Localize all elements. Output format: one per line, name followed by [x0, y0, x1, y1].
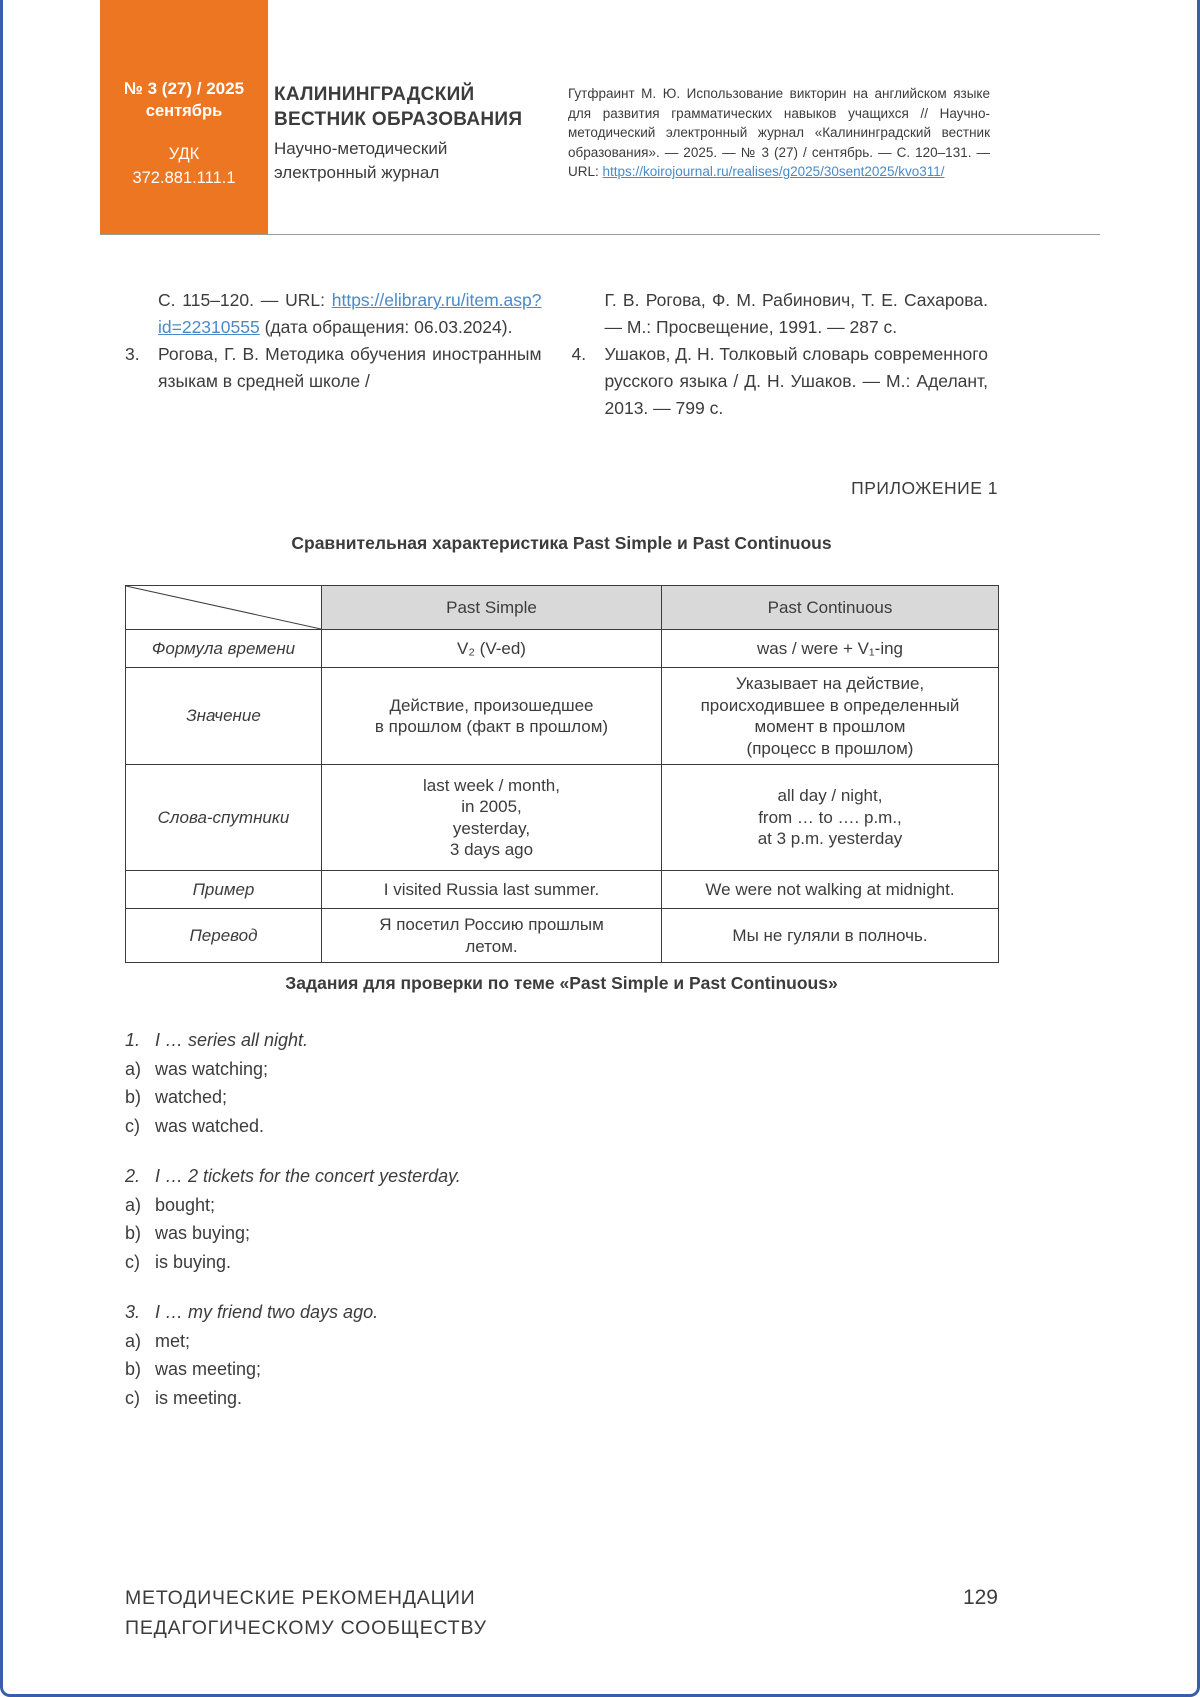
- answer-option: [125, 1248, 745, 1277]
- question-text-line: [125, 1162, 745, 1191]
- question-number: 2.: [125, 1166, 141, 1186]
- journal-title-line1: КАЛИНИНГРАДСКИЙ: [274, 84, 475, 105]
- table-cell: Указывает на действие, происходившее в определенный момент в прошлом (процесс в прошлом): [662, 668, 999, 765]
- bibliography-continuation: Г. В. Рогова, Ф. М. Рабинович, Т. Е. Сахарова. — М.: Просвещение, 1991. — 287 с.: [604, 290, 988, 337]
- journal-title-block: [274, 82, 522, 185]
- bibliography-continuation: [158, 287, 542, 341]
- bib-item-number: 4.: [571, 344, 587, 364]
- bib-text: (дата обращения: 06.03.2024).: [259, 317, 513, 337]
- option-letter: a): [125, 1194, 142, 1215]
- quiz-title: Задания для проверки по теме «Past Simple и Past Continuous»: [285, 973, 838, 993]
- question-text: I … my friend two days ago.: [155, 1302, 379, 1322]
- option-letter: c): [125, 1387, 140, 1408]
- page-number: 129: [962, 1586, 998, 1609]
- answer-option: [125, 1355, 745, 1384]
- question-number: 3.: [125, 1302, 141, 1322]
- table-cell: last week / month, in 2005, yesterday, 3 days ago: [322, 765, 662, 871]
- option-text: was buying;: [155, 1223, 251, 1243]
- appendix-heading: ПРИЛОЖЕНИЕ 1: [851, 478, 998, 498]
- option-text: was watching;: [155, 1058, 269, 1079]
- question-number: 1.: [125, 1030, 141, 1050]
- journal-title-line2: ВЕСТНИК ОБРАЗОВАНИЯ: [274, 109, 523, 130]
- option-letter: a): [125, 1058, 142, 1079]
- journal-subtitle-line1: Научно-методический: [274, 139, 448, 158]
- citation-url-link[interactable]: https://koirojournal.ru/realises/g2025/30sent2025/kvo311/: [602, 164, 945, 179]
- table-cell: We were not walking at midnight.: [662, 871, 999, 909]
- bib-item-text: Рогова, Г. В. Методика обучения иностранным языкам в средней школе /: [158, 344, 542, 391]
- option-text: was meeting;: [155, 1359, 262, 1379]
- option-letter: c): [125, 1115, 140, 1136]
- issue-month: сентябрь: [145, 102, 223, 120]
- udk-label: УДК: [168, 145, 200, 163]
- table-cell: Мы не гуляли в полночь.: [662, 909, 999, 963]
- table-row-formula: [126, 630, 999, 668]
- option-text: is buying.: [155, 1251, 232, 1272]
- row-label: Перевод: [126, 909, 322, 963]
- table-title: Сравнительная характеристика Past Simple и Past Continuous: [291, 533, 832, 553]
- issue-number: № 3 (27) / 2025: [123, 79, 245, 98]
- table-cell: Я посетил Россию прошлым летом.: [322, 909, 662, 963]
- comparison-table: [125, 585, 999, 963]
- udk-value: 372.881.111.1: [132, 169, 236, 187]
- row-label: Слова-спутники: [126, 765, 322, 871]
- question-text: I … series all night.: [155, 1030, 309, 1050]
- bib-text: С. 115–120. — URL:: [158, 290, 332, 310]
- answer-option: [125, 1327, 745, 1356]
- bibliography: [125, 287, 988, 422]
- column-header-past-continuous: Past Continuous: [662, 586, 999, 630]
- table-cell: I visited Russia last summer.: [322, 871, 662, 909]
- quiz-section: [125, 1026, 745, 1434]
- article-citation: [568, 84, 990, 182]
- answer-option: [125, 1384, 745, 1413]
- question-text-line: [125, 1026, 745, 1055]
- page-footer: [125, 1583, 998, 1643]
- header-divider: [100, 234, 1100, 235]
- bib-item-text: Ушаков, Д. Н. Толковый словарь современного русского языка / Д. Н. Ушаков. — М.: Аделант, 2013. — 799 с.: [604, 344, 988, 418]
- journal-subtitle-line2: электронный журнал: [274, 163, 440, 182]
- option-text: is meeting.: [155, 1387, 243, 1408]
- option-letter: b): [125, 1359, 142, 1379]
- option-text: bought;: [155, 1194, 216, 1215]
- row-label: Формула времени: [126, 630, 322, 668]
- row-label: Значение: [126, 668, 322, 765]
- bibliography-item-3: [125, 341, 542, 395]
- citation-text: Гутфраинт М. Ю. Использование викторин на английском языке для развития грамматических навыков учащихся // Научно-методический электронный журнал «Калининградский вестник образования». — 2025. — № 3 (27) / сентябрь. — С. 120–131. — URL:: [568, 86, 990, 179]
- quiz-question-3: [125, 1298, 745, 1412]
- question-text-line: [125, 1298, 745, 1327]
- table-header-row: [126, 586, 999, 630]
- question-text: I … 2 tickets for the concert yesterday.: [155, 1166, 461, 1186]
- table-row-translation: [126, 909, 999, 963]
- table-row-example: [126, 871, 999, 909]
- footer-section-title: [125, 1583, 487, 1643]
- option-letter: b): [125, 1087, 142, 1107]
- option-letter: b): [125, 1223, 142, 1243]
- option-letter: c): [125, 1251, 140, 1272]
- quiz-question-2: [125, 1162, 745, 1276]
- diagonal-line: [126, 586, 321, 629]
- table-cell: V₂ (V-ed): [322, 630, 662, 668]
- bib-item-number: 3.: [125, 344, 140, 364]
- bibliography-right-column: [572, 287, 989, 422]
- table-cell: all day / night, from … to …. p.m., at 3 p.m. yesterday: [662, 765, 999, 871]
- row-label: Пример: [126, 871, 322, 909]
- footer-section-line1: МЕТОДИЧЕСКИЕ РЕКОМЕНДАЦИИ: [125, 1587, 476, 1609]
- table-cell: was / were + V₁-ing: [662, 630, 999, 668]
- table-row-meaning: [126, 668, 999, 765]
- elibrary-link[interactable]: https://elibrary.ru/item.asp?id=22310555: [158, 290, 542, 337]
- answer-option: [125, 1219, 745, 1248]
- table-cell: Действие, произошедшее в прошлом (факт в прошлом): [322, 668, 662, 765]
- option-text: watched;: [155, 1087, 228, 1107]
- column-header-past-simple: Past Simple: [322, 586, 662, 630]
- issue-info-box: [100, 0, 268, 234]
- bibliography-left-column: [125, 287, 542, 422]
- table-corner-cell: [126, 586, 322, 630]
- option-letter: a): [125, 1330, 142, 1351]
- table-row-marker-words: [126, 765, 999, 871]
- option-text: was watched.: [155, 1115, 265, 1136]
- footer-section-line2: ПЕДАГОГИЧЕСКОМУ СООБЩЕСТВУ: [125, 1617, 487, 1639]
- answer-option: [125, 1191, 745, 1220]
- answer-option: [125, 1055, 745, 1084]
- quiz-question-1: [125, 1026, 745, 1140]
- answer-option: [125, 1083, 745, 1112]
- bibliography-item-4: [572, 341, 989, 422]
- answer-option: [125, 1112, 745, 1141]
- option-text: met;: [155, 1330, 191, 1351]
